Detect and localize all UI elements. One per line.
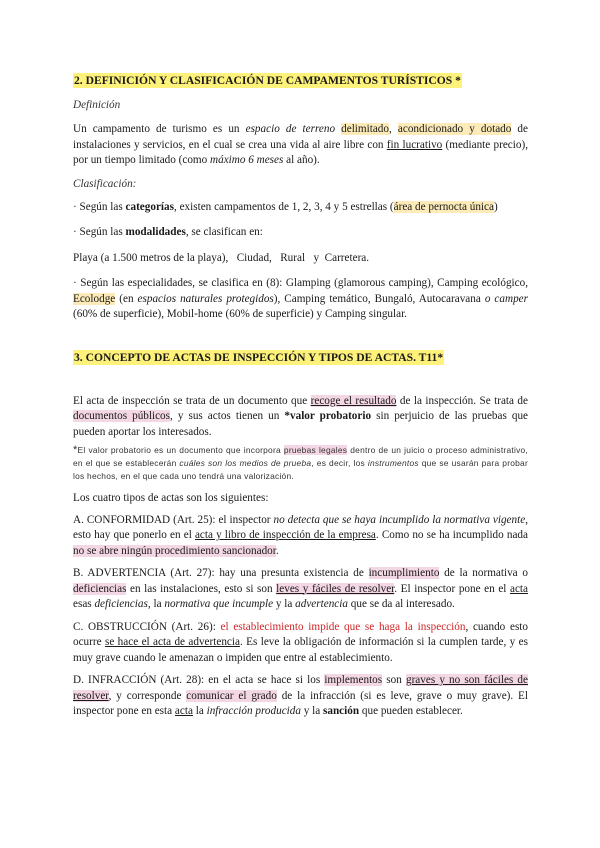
categorias-paragraph: · Según las categorías, existen campamentos de 1, 2, 3, 4 y 5 estrellas (área de pernocta única) [73, 200, 498, 213]
acta-conformidad: A. CONFORMIDAD (Art. 25): el inspector no detecta que se haya incumplido la normativa vigente, esto hay que ponerlo en el acta y libro de inspección de la empresa. Como no se ha incumplido nada no se abre ningún procedimiento sancionador. [73, 513, 528, 557]
valor-probatorio-note: *El valor probatorio es un documento que incorpora pruebas legales dentro de un juicio o proceso administrativo, en el que se establecerán cuáles son los medios de prueba, es decir, los instrumentos que se usarán para probar los hechos, en el que cada uno tendrá una valorización. [73, 444, 528, 481]
section-3-heading: 3. CONCEPTO DE ACTAS DE INSPECCIÓN Y TIPOS DE ACTAS. T11* [74, 350, 444, 364]
acta-advertencia: B. ADVERTENCIA (Art. 27): hay una presunta existencia de incumplimiento de la normativa o deficiencias en las instalaciones, esto si son leves y fáciles de resolver. El inspector pone en el acta esas deficiencias, la normativa que incumple y la advertencia que se da al interesado. [73, 567, 528, 610]
section-2-heading: 2. DEFINICIÓN Y CLASIFICACIÓN DE CAMPAMENTOS TURÍSTICOS * [74, 74, 461, 87]
clasificacion-label: Clasificación: [73, 177, 137, 190]
acta-intro-paragraph: El acta de inspección se trata de un documento que recoge el resultado de la inspección. Se trata de documentos públicos, y sus actos tienen un *valor probatorio sin perjuicio de las pruebas que pueden aportar los interesados. [73, 394, 529, 438]
acta-infraccion: D. INFRACCIÓN (Art. 28): en el acta se hace si los implementos son graves y no son fáciles de resolver, y corresponde comunicar el grado de la infracción (si es leve, grave o muy grave). El inspector pone en esta acta la infracción producida y la sanción que pueden establecer. [73, 674, 528, 717]
modalidades-list: Playa (a 1.500 metros de la playa), Ciudad, Rural y Carretera. [73, 251, 370, 264]
definicion-label: Definición [73, 99, 121, 111]
definition-paragraph: Un campamento de turismo es un espacio de terreno delimitado, acondicionado y dotado de instalaciones y servicios, en el cual se crea una vida al aire libre con fin lucrativo (mediante precio), por un tiempo limitado (como máximo 6 meses al año). [73, 123, 529, 166]
especialidades-paragraph: · Según las especialidades, se clasifica en (8): Glamping (glamorous camping), Camping ecológico, Ecolodge (en espacios naturales protegidos), Camping temático, Bungaló, Autocaravana o camper (60% de superficie), Mobil-home (60% de superficie) y Camping singular. [73, 277, 528, 320]
tipos-actas-intro: Los cuatro tipos de actas son los siguientes: [73, 492, 269, 504]
acta-obstruccion: C. OBSTRUCCIÓN (Art. 26): el establecimiento impide que se haga la inspección, cuando esto ocurre se hace el acta de advertencia. Es leve la obligación de información si la cumplen tarde, y es muy grave cuando le amenazan o impiden que entre al establecimiento. [73, 620, 528, 664]
modalidades-paragraph: · Según las modalidades, se clasifican en: [73, 226, 263, 238]
